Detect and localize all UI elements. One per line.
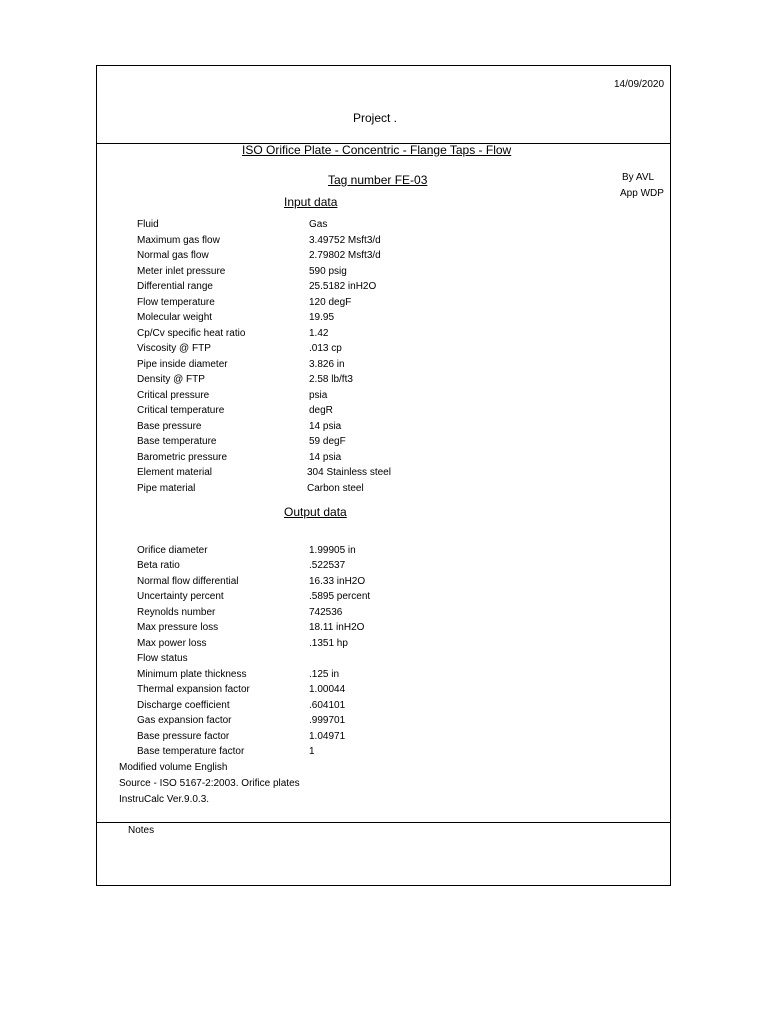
row-label: Uncertainty percent	[137, 591, 224, 602]
row-value: 2.79802 Msft3/d	[309, 250, 381, 261]
row-value: 14 psia	[309, 421, 342, 432]
table-row	[97, 281, 670, 296]
table-row	[97, 607, 670, 622]
row-label: Flow status	[137, 653, 188, 664]
row-label: Viscosity @ FTP	[137, 343, 211, 354]
row-value: Gas	[309, 219, 328, 230]
row-value: 1.00044	[309, 684, 346, 695]
row-label: Minimum plate thickness	[137, 669, 247, 680]
row-value: 3.826 in	[309, 359, 345, 370]
row-value: psia	[309, 390, 328, 401]
notes-label: Notes	[128, 825, 155, 836]
output-data-heading: Output data	[284, 505, 347, 519]
row-label: Pipe material	[137, 483, 196, 494]
row-value: 1.42	[309, 328, 329, 339]
table-row	[97, 576, 670, 591]
table-row	[97, 297, 670, 312]
row-label: Maximum gas flow	[137, 235, 220, 246]
row-label: Base pressure	[137, 421, 202, 432]
table-row	[97, 467, 670, 482]
project-label: Project .	[353, 111, 398, 125]
row-label: Max power loss	[137, 638, 207, 649]
row-value: 304 Stainless steel	[307, 467, 391, 478]
row-value: 18.11 inH2O	[309, 622, 365, 633]
table-row	[97, 390, 670, 405]
row-label: Molecular weight	[137, 312, 213, 323]
table-row	[97, 591, 670, 606]
row-value: 1.04971	[309, 731, 346, 742]
table-row	[97, 684, 670, 699]
table-row	[97, 560, 670, 575]
table-row	[97, 452, 670, 467]
table-row	[97, 405, 670, 420]
page-title: ISO Orifice Plate - Concentric - Flange Taps - Flow	[242, 143, 512, 157]
row-label: Cp/Cv specific heat ratio	[137, 328, 246, 339]
row-label: Thermal expansion factor	[137, 684, 250, 695]
table-row	[97, 219, 670, 234]
row-label: Base temperature factor	[137, 746, 245, 757]
row-label: Normal flow differential	[137, 576, 239, 587]
table-row	[97, 421, 670, 436]
table-row	[97, 312, 670, 327]
datasheet-frame	[96, 65, 671, 886]
row-label: Critical pressure	[137, 390, 210, 401]
row-value: 120 degF	[309, 297, 352, 308]
input-data-heading: Input data	[284, 195, 338, 209]
row-label: Flow temperature	[137, 297, 215, 308]
row-label: Differential range	[137, 281, 213, 292]
row-value: degR	[309, 405, 333, 416]
row-label: Beta ratio	[137, 560, 180, 571]
row-value: 16.33 inH2O	[309, 576, 366, 587]
table-row	[97, 731, 670, 746]
row-value: .125 in	[309, 669, 340, 680]
row-label: Critical temperature	[137, 405, 225, 416]
row-value: 590 psig	[309, 266, 347, 277]
row-label: Reynolds number	[137, 607, 216, 618]
row-value: .1351 hp	[309, 638, 348, 649]
table-row	[97, 700, 670, 715]
row-value: 742536	[309, 607, 343, 618]
table-row	[97, 669, 670, 684]
row-label: Meter inlet pressure	[137, 266, 226, 277]
row-label: Density @ FTP	[137, 374, 205, 385]
notes-divider	[97, 822, 670, 823]
table-row	[97, 638, 670, 653]
row-label: Fluid	[137, 219, 159, 230]
row-value: 1	[309, 746, 315, 757]
row-value: .5895 percent	[309, 591, 371, 602]
row-value: 14 psia	[309, 452, 342, 463]
row-value: Carbon steel	[307, 483, 364, 494]
row-value: 59 degF	[309, 436, 346, 447]
row-value: 1.99905 in	[309, 545, 356, 556]
table-row	[97, 622, 670, 637]
row-value: 2.58 lb/ft3	[309, 374, 353, 385]
by-field: By AVL	[622, 172, 655, 183]
table-row	[97, 483, 670, 498]
row-value: .604101	[309, 700, 346, 711]
footer-line: Source - ISO 5167-2:2003. Orifice plates	[119, 778, 300, 789]
table-row	[97, 436, 670, 451]
row-label: Orifice diameter	[137, 545, 208, 556]
row-label: Gas expansion factor	[137, 715, 232, 726]
table-row	[97, 235, 670, 250]
table-row	[97, 374, 670, 389]
table-row	[97, 266, 670, 281]
table-row	[97, 250, 670, 265]
row-label: Base temperature	[137, 436, 217, 447]
row-value: 3.49752 Msft3/d	[309, 235, 381, 246]
table-row	[97, 359, 670, 374]
footer-line: Modified volume English	[119, 762, 228, 773]
row-label: Element material	[137, 467, 213, 478]
row-value: 25.5182 inH2O	[309, 281, 377, 292]
row-value: .999701	[309, 715, 346, 726]
row-value: 19.95	[309, 312, 335, 323]
footer-line: InstruCalc Ver.9.0.3.	[119, 794, 210, 805]
app-field: App WDP	[620, 188, 664, 199]
row-label: Base pressure factor	[137, 731, 230, 742]
row-label: Discharge coefficient	[137, 700, 230, 711]
table-row	[97, 343, 670, 358]
row-value: .013 cp	[309, 343, 342, 354]
table-row	[97, 653, 670, 668]
date: 14/09/2020	[614, 79, 665, 90]
row-value: .522537	[309, 560, 346, 571]
row-label: Pipe inside diameter	[137, 359, 228, 370]
table-row	[97, 545, 670, 560]
table-row	[97, 715, 670, 730]
table-row	[97, 328, 670, 343]
row-label: Max pressure loss	[137, 622, 219, 633]
row-label: Normal gas flow	[137, 250, 209, 261]
table-row	[97, 746, 670, 761]
tag-number: Tag number FE-03	[328, 173, 428, 187]
row-label: Barometric pressure	[137, 452, 228, 463]
